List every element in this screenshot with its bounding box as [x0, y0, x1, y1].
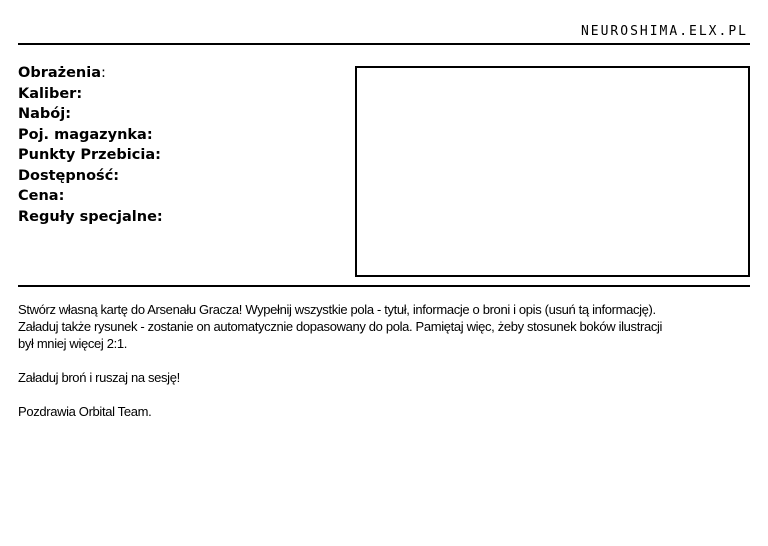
field-penetration — [18, 145, 163, 166]
field-label: Nabój — [18, 106, 66, 122]
description-signature: Pozdrawia Orbital Team. — [18, 404, 152, 419]
field-colon: : — [58, 188, 65, 204]
field-colon: : — [155, 147, 161, 163]
field-ammo — [18, 104, 163, 125]
field-label: Obrażenia — [18, 65, 101, 81]
description — [18, 301, 753, 420]
field-colon: : — [113, 167, 120, 184]
field-label: Reguły specjalne — [18, 208, 157, 225]
field-colon: : — [146, 126, 153, 143]
description-line: Załaduj także rysunek - zostanie on automatycznie dopasowany do pola. Pamiętaj więc, żeby stosunek boków ilustracji — [18, 319, 663, 334]
weapon-image-box[interactable] — [355, 66, 750, 277]
field-special-rules — [18, 207, 163, 228]
field-label: Poj. magazynka — [18, 126, 147, 143]
field-colon: : — [76, 85, 83, 102]
field-damage — [18, 63, 163, 84]
field-caliber — [18, 84, 163, 105]
middle-divider — [18, 285, 750, 287]
top-divider — [18, 43, 750, 45]
site-logo: NEUROSHIMA.ELX.PL — [580, 24, 748, 39]
field-colon: : — [101, 65, 106, 81]
field-availability — [18, 166, 163, 187]
description-line: był mniej więcej 2:1. — [18, 336, 127, 351]
field-colon: : — [65, 106, 72, 122]
field-label: Dostępność — [18, 167, 114, 184]
field-colon: : — [156, 208, 163, 225]
field-label: Punkty Przebicia — [18, 147, 156, 163]
description-line: Stwórz własną kartę do Arsenału Gracza! Wypełnij wszystkie pola - tytuł, informacje o broni i opis (usuń tą informację). — [18, 302, 656, 317]
field-label: Cena — [18, 188, 59, 204]
weapon-fields — [18, 63, 163, 227]
field-magazine — [18, 125, 163, 146]
field-price — [18, 186, 163, 207]
field-label: Kaliber — [18, 85, 77, 102]
description-line: Załaduj broń i ruszaj na sesję! — [18, 370, 180, 385]
